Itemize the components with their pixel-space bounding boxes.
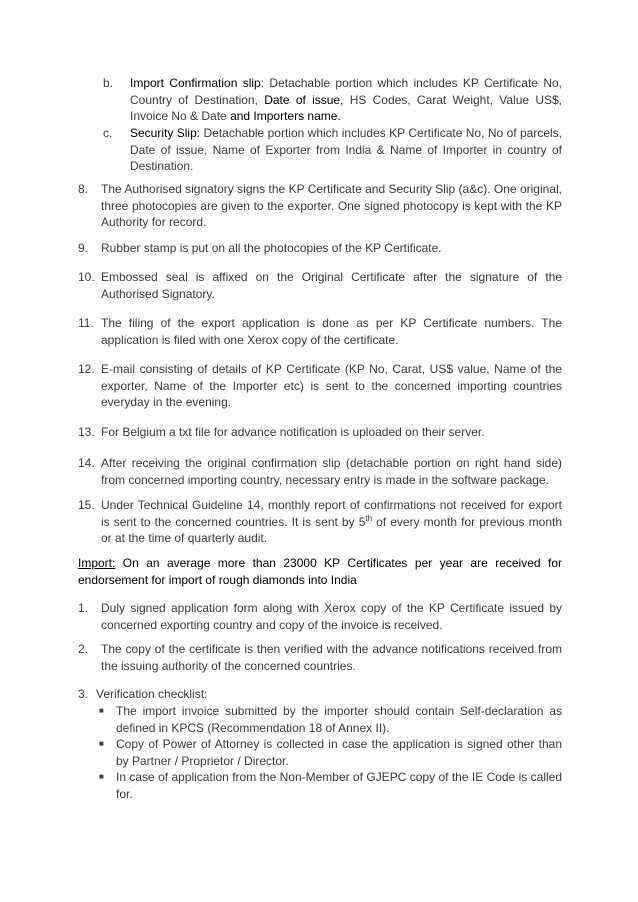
list-item-import-confirmation-slip: Import Confirmation slip: Detachable portion which includes KP Certificate No, Country of Destination, Date of issue, HS Codes, Carat Weight, Value US$, Invoice No & Date and Importers name. — [130, 76, 563, 124]
import-item-3: Verification checklist: — [96, 687, 208, 701]
import-marker-3: 3. — [78, 687, 89, 701]
import-section-heading: Import: On an average more than 23000 KP Certificates per year are received for endorsement for import of rough diamonds into India — [78, 556, 562, 587]
import-label: Import: — [78, 556, 116, 570]
import-marker-1: 1. — [78, 601, 89, 615]
checklist-item-1: The import invoice submitted by the importer should contain Self-declaration as defined in KPCS (Recommendation 18 of Annex II). — [116, 704, 562, 735]
list-item-security-slip: Security Slip: Detachable portion which includes KP Certificate No, No of parcels, Date of issue, Name of Exporter from India & Name of Importer in country of Destination. — [130, 126, 562, 174]
list-marker-13: 13. — [78, 425, 95, 439]
list-marker-c: c. — [103, 126, 113, 140]
list-marker-9: 9. — [78, 241, 89, 255]
list-item-11: The filing of the export application is done as per KP Certificate numbers. The application is filed with one Xerox copy of the certificate. — [101, 316, 562, 347]
import-marker-2: 2. — [78, 642, 89, 656]
list-marker-10: 10. — [78, 270, 95, 284]
list-marker-15: 15. — [78, 498, 95, 512]
list-item-12: E-mail consisting of details of KP Certificate (KP No, Carat, US$ value, Name of the exporter, Name of the Importer etc) is sent to the concerned importing countries everyday in the evening. — [101, 362, 562, 410]
bullet-icon: ■ — [99, 739, 104, 748]
bullet-icon: ■ — [99, 772, 104, 781]
list-item-13: For Belgium a txt file for advance notification is uploaded on their server. — [101, 425, 485, 439]
list-marker-12: 12. — [78, 362, 95, 376]
checklist-item-2: Copy of Power of Attorney is collected in case the application is signed other than by Partner / Proprietor / Director. — [116, 737, 562, 768]
list-item-15: Under Technical Guideline 14, monthly report of confirmations not received for export is sent to the concerned countries. It is sent by 5th of every month for previous month or at the time of quarterly audit. — [101, 498, 563, 546]
import-item-2: The copy of the certificate is then verified with the advance notifications received from the issuing authority of the concerned countries. — [101, 642, 562, 673]
list-item-8: The Authorised signatory signs the KP Certificate and Security Slip (a&c). One original, three photocopies are given to the exporter. One signed photocopy is kept with the KP Authority for record. — [101, 182, 562, 230]
list-marker-14: 14. — [78, 456, 95, 470]
list-marker-11: 11. — [78, 316, 94, 330]
list-item-14: After receiving the original confirmation slip (detachable portion on right hand side) from concerned importing country, necessary entry is made in the software package. — [101, 456, 562, 487]
item-heading: Security Slip — [130, 126, 197, 140]
list-item-9: Rubber stamp is put on all the photocopies of the KP Certificate. — [101, 241, 442, 255]
bullet-icon: ■ — [99, 706, 104, 715]
list-marker-8: 8. — [78, 182, 89, 196]
list-item-10: Embossed seal is affixed on the Original Certificate after the signature of the Authorised Signatory. — [101, 270, 562, 301]
checklist-item-3: In case of application from the Non-Member of GJEPC copy of the IE Code is called for. — [116, 770, 562, 801]
import-item-1: Duly signed application form along with Xerox copy of the KP Certificate issued by concerned exporting country and copy of the invoice is received. — [101, 601, 562, 632]
item-heading: Import Confirmation slip — [130, 76, 261, 90]
list-marker-b: b. — [103, 76, 114, 90]
